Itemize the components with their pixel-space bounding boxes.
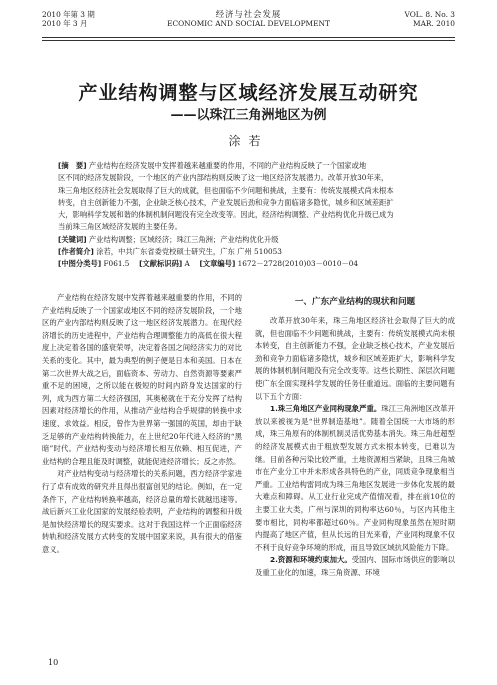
author-intro-line [58, 246, 439, 258]
issue-month: 2010 年 3 月 [42, 19, 88, 28]
abstract-line: 转变，自主创新能力不强，企业缺乏核心技术，产业发展后劲和竞争力面临诸多隐忧，城乡和区域差距扩 [58, 197, 394, 207]
abstract-line [58, 160, 439, 172]
abstract-line: 珠三角地区经济社会发展取得了巨大的成就，但也面临不少问题和挑战，主要有：传统发展模式尚未根本 [58, 185, 394, 195]
journal-name [42, 10, 455, 28]
keywords-line [58, 234, 439, 246]
abstract-text: 产业结构在经济发展中发挥着越来越重要的作用，不同的产业结构反映了一个国家或地 [88, 161, 367, 170]
body-paragraph [255, 403, 455, 554]
item-lead: 2.资源和环境约束加大。 [270, 555, 352, 565]
clc-value: F061.5 [103, 259, 130, 269]
issue-number: 2010 年第 3 期 [42, 10, 95, 19]
article-no-label: [文章编号] [199, 259, 236, 269]
journal-name-cn: 经济与社会发展 [215, 9, 282, 19]
keywords-text: 产业结构调整；区域经济；珠江三角洲；产业结构优化升级 [88, 234, 279, 244]
item-body: 珠江三角洲地区改革开放以来被视为是“世界制造基地”。随着全国统一大市场的形成，珠三角原有的体制机制灵活优势基本消失。珠三角赶超型的经济发展模式由于粗放型发展方式未根本转变，已难以为继。目前各种污染比较严重，土地资源相当紧缺，且珠三角城市在产业分工中并未形成各具特色的产业，同质竞争现象相当严重。工业结构雷同成为珠三角地区发展进一步体化发展的最大难点和障碍。从工业行业完成产值情况看，排在前10位的主要工业大类，广州与深圳的同构率达60％，与区内其他主要市相比，同构率都超过60％。产业同构现象虽然在短时期内提高了地区产值，但从长远的目光来看，产业同构现象不仅不利于良好竞争环境的形成，而且导致区域抗风险能力下降。 [255, 404, 455, 552]
volume-info [405, 10, 455, 28]
doc-code-label: [文献标识码] [139, 259, 183, 269]
abstract-line: 大，影响科学发展和谐的体制机制问题没有完全改变等。因此，经济结构调整、产业结构优化升级已成为 [58, 210, 394, 220]
item-body: 受国内、国际市场供应的影响以及重工业化的加速，珠三角资源、环境 [255, 555, 455, 577]
body-paragraph: 改革开放30年来，珠三角地区经济社会取得了巨大的成就，但也面临不少问题和挑战，主要有：传统发展模式尚未根本转变，自主创新能力不强，企业缺乏核心技术，产业发展后劲和竞争力面临诸多隐忧，城乡和区域差距扩大，影响科学发展的体制机制问题没有完全改变等。这些长期性、深层次问题使广东全面实现科学发展的任务任重道远。面临的主要问题有以下五个方面： [255, 316, 455, 401]
author-intro-text: 涂若，中共广东省委党校硕士研究生，广东 广州 510053 [96, 247, 282, 257]
volume-month: MAR. 2010 [413, 19, 455, 28]
article-author: 涂若 [228, 134, 269, 148]
volume-number: VOL. 8. No. 3 [404, 10, 455, 19]
body-paragraph [255, 554, 455, 579]
item-lead: 1.珠三角地区产业同构现象严重。 [270, 404, 382, 414]
article-title: 产业结构调整与区域经济发展互动研究 [78, 82, 419, 104]
article-subtitle: ——以珠江三角洲地区为例 [170, 108, 327, 123]
clc-label: [中图分类号] [58, 259, 102, 269]
header-rule-top [42, 37, 455, 38]
body-paragraph: 产业结构在经济发展中发挥着越来越重要的作用，不同的产业结构反映了一个国家或地区不同的经济发展阶段，一个地区的产业内部结构则反映了这一地区经济发展潜力。在现代经济增长的历史进程中，产业结构合理调整能力的高低在很大程度上决定着各国的盛衰荣辱，决定着各国之间经济实力的对比关系的变化。其中，最为典型的例子便是日本和美国。日本在第二次世界大战之后，面临资本、劳动力、自然资源等要素严重不足的困境，之所以能在极短的时间内跻身发达国家的行列，成为西方第二大经济强国，其奥秘就在于充分发挥了结构因素对经济增长的作用，从推动产业结构合乎规律的转换中求速度、求效益。相反，曾作为世界第一强国的英国，却由于缺乏足够的产业结构转换能力，在上世纪20年代进入经济的“黑暗”时代。产业结构变动与经济增长相互依赖、相互促进，产业结构的合理且能及时调整，就能促进经济增长；反之亦然。 [42, 293, 242, 466]
author-intro-label: [作者简介] [58, 247, 94, 257]
abstract-block [58, 160, 439, 271]
classification-line [58, 258, 439, 270]
article-no-value: 1672－2728(2010)03－0010－04 [237, 259, 359, 269]
body-paragraph: 对产业结构变动与经济增长的关系问题，西方经济学家进行了卓有成效的研究并且得出很富创见的结论。例如，在一定条件下，产业结构转换率越高，经济总量的增长就越迅速等。战后新兴工业化国家的发展经验表明，产业结构的调整和升级是加快经济增长的现实要求。这对于我国这样一个正面临经济转轨和经济发展方式转变的发展中国家来说，具有很大的借鉴意义。 [42, 469, 242, 554]
journal-name-en: ECONOMIC AND SOCIAL DEVELOPMENT [167, 19, 330, 28]
left-column [42, 292, 242, 556]
right-column [255, 292, 455, 579]
abstract-line: 区不同的经济发展阶段，一个地区的产业内部结构则反映了这一地区经济发展潜力。改革开放30年来， [58, 173, 389, 183]
page-number: 10 [48, 658, 59, 667]
keywords-label: [关键词] [58, 234, 87, 244]
abstract-label: [摘 要] [58, 161, 87, 170]
header-rule-bottom [42, 40, 455, 41]
doc-code-value: A [184, 259, 190, 269]
abstract-line: 当前珠三角区域经济发展的主要任务。 [58, 222, 183, 232]
running-header [42, 10, 455, 36]
section-heading: 一、广东产业结构的现状和问题 [294, 297, 416, 307]
